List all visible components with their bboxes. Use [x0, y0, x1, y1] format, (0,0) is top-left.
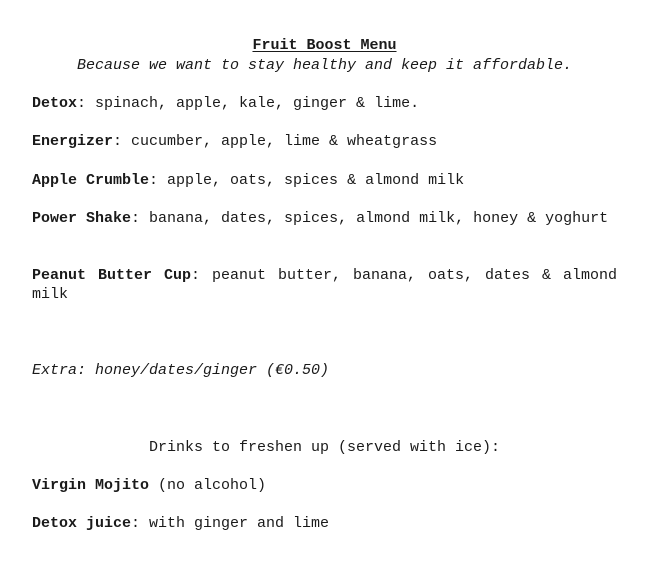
menu-item-power-shake: [32, 209, 617, 228]
item-name: Peanut Butter Cup: [32, 267, 192, 284]
menu-subtitle: Because we want to stay healthy and keep it affordable.: [76, 57, 573, 74]
item-name: Virgin Mojito: [32, 477, 150, 494]
item-description: : with ginger and lime: [131, 515, 330, 532]
extras-note: Extra: honey/dates/ginger (€0.50): [32, 362, 330, 379]
item-description: : banana, dates, spices, almond milk, honey & yoghurt: [131, 210, 609, 227]
item-description: : peanut butter, banana, oats, dates & almond milk: [32, 267, 617, 303]
menu-item-apple-crumble: [32, 171, 617, 190]
item-name: Detox juice: [32, 515, 132, 532]
drink-item-virgin-mojito: [32, 476, 617, 495]
item-name: Energizer: [32, 133, 114, 150]
menu-header: [32, 36, 617, 76]
menu-item-detox: [32, 94, 617, 113]
menu-item-peanut-butter-cup: [32, 266, 617, 304]
drinks-heading: Drinks to freshen up (served with ice):: [148, 439, 501, 456]
item-name: Detox: [32, 95, 78, 112]
item-description: : spinach, apple, kale, ginger & lime.: [77, 95, 420, 112]
menu-item-energizer: [32, 132, 617, 151]
menu-title: Fruit Boost Menu: [252, 37, 397, 54]
item-name: Power Shake: [32, 210, 132, 227]
item-description: : apple, oats, spices & almond milk: [149, 172, 465, 189]
item-description: (no alcohol): [149, 477, 267, 494]
item-description: : cucumber, apple, lime & wheatgrass: [113, 133, 438, 150]
drink-item-detox-juice: [32, 514, 617, 533]
item-name: Apple Crumble: [32, 172, 150, 189]
